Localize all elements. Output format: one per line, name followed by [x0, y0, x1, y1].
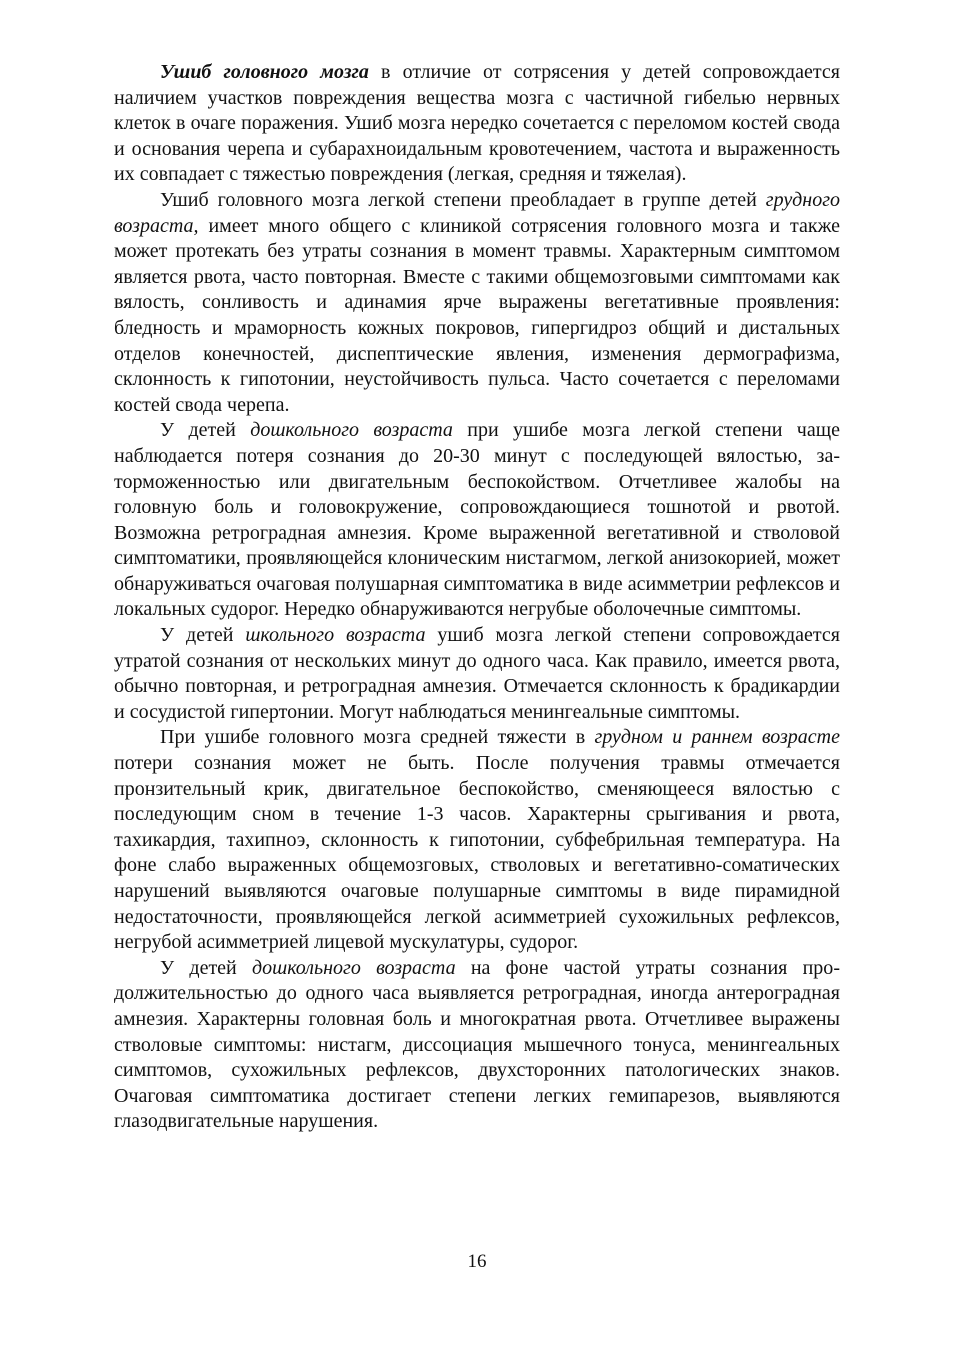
page-number: 16 — [467, 1251, 487, 1272]
paragraph-text: на фоне частой утраты сознания продолжительностью до одного часа выявляется ретроградная, иногда антероградная амнезия. Характерны головная боль и многократная рвота. Отчетливее выражены стволовые симптомы: нистагм, диссоциация мышечного тонуса, менингеальных симптомов, сухожильных рефлексов, двухсторонних патологических знаков. Очаговая симптоматика достигает степени легких гемипарезов, выявляются глазодвигательные нарушения. — [114, 956, 840, 1133]
emphasis-preschool-age: дошкольного возраста — [250, 419, 453, 442]
term-brain-contusion: Ушиб головного мозга — [160, 61, 369, 83]
emphasis-infant-early-age: грудном и раннем возрасте — [594, 726, 840, 749]
paragraph-moderate-preschool — [114, 956, 840, 1135]
paragraph-text: У детей — [160, 624, 246, 647]
paragraph-mild-preschool — [114, 418, 840, 623]
document-body — [114, 60, 840, 1135]
emphasis-preschool-age: дошкольного возраста — [252, 956, 456, 979]
paragraph-text: При ушибе головного мозга средней тяжести в — [160, 726, 595, 749]
paragraph-text: ушиб мозга легкой степени сопровождается утратой сознания от нескольких минут до одного часа. Как правило, имеется рвота, обычно повторная, и ретроградная амнезия. Отмечается склонность к брадикардии и сосудистой гипертонии. Могут наблюдаться менингеальные симптомы. — [114, 624, 840, 723]
paragraph-text: У детей — [160, 419, 251, 442]
paragraph-text: имеет много общего с клиникой сотрясения головного мозга и также может протекать без утраты сознания в момент травмы. Характерным симптомом является рвота, часто повторная. Вместе с такими общемозговыми симптомами как вялость, сонливость и адинамия ярче выражены вегетативные проявления: бледность и мраморность кожных покровов, гипергидроз общий и дистальных отделов конечностей, диспептические явления, изменения дермографизма, склонность к гипотонии, неустойчивость пульса. Часто сочетается с переломами костей свода черепа. — [114, 214, 840, 416]
paragraph-text: при ушибе мозга легкой степени чаще наблюдается потеря сознания до 20-30 минут с последующей вялостью, заторможенностью или двигательным беспокойством. Отчетливее жалобы на головную боль и головокружение, сопровождающиеся тошнотой и рвотой. Возможна ретроградная амнезия. Кроме выраженной вегетативной и стволовой симптоматики, проявляющейся клоническим нистагмом, легкой анизокорией, может обнаруживаться очаговая полушарная симптоматика в виде асимметрии рефлексов и локальных судорог. Нередко обнаруживаются негрубые оболочечные симптомы. — [114, 419, 840, 621]
emphasis-infant-age: грудного возраста, — [114, 188, 840, 237]
paragraph-text: Ушиб головного мозга легкой степени преобладает в группе детей — [160, 188, 766, 211]
emphasis-school-age: школьного возраста — [245, 624, 426, 647]
paragraph-text: потери сознания может не быть. После получения травмы отмечается пронзительный крик, двигательное беспокойство, сменяющееся вялостью с последующим сном в течение 1-3 часов. Характерны срыгивания и рвота, тахикардия, тахипноэ, склонность к гипотонии, субфебрильная температура. На фоне слабо выраженных общемозговых, стволовых и вегетативно-соматических нарушений выявляются очаговые полушарные симптомы в виде пирамидной недостаточности, проявляющейся легкой асимметрией сухожильных рефлексов, негрубой асимметрией лицевой мускулатуры, судорог. — [114, 752, 840, 954]
paragraph-text: в отличие от сотрясения у детей сопровождается наличием участков повреждения вещества мозга с частичной гибелью нервных клеток в очаге поражения. Ушиб мозга нередко сочетается с переломом костей свода и основания черепа и субарахноидальным кровотечением, частота и выраженность их совпадает с тяжестью повреждения (легкая, средняя и тяжелая). — [114, 61, 840, 186]
paragraph-mild-infants — [114, 188, 840, 418]
paragraph-contusion-intro — [114, 60, 840, 188]
paragraph-mild-school — [114, 623, 840, 725]
paragraph-moderate-infants — [114, 725, 840, 955]
paragraph-text: У детей — [160, 956, 252, 979]
